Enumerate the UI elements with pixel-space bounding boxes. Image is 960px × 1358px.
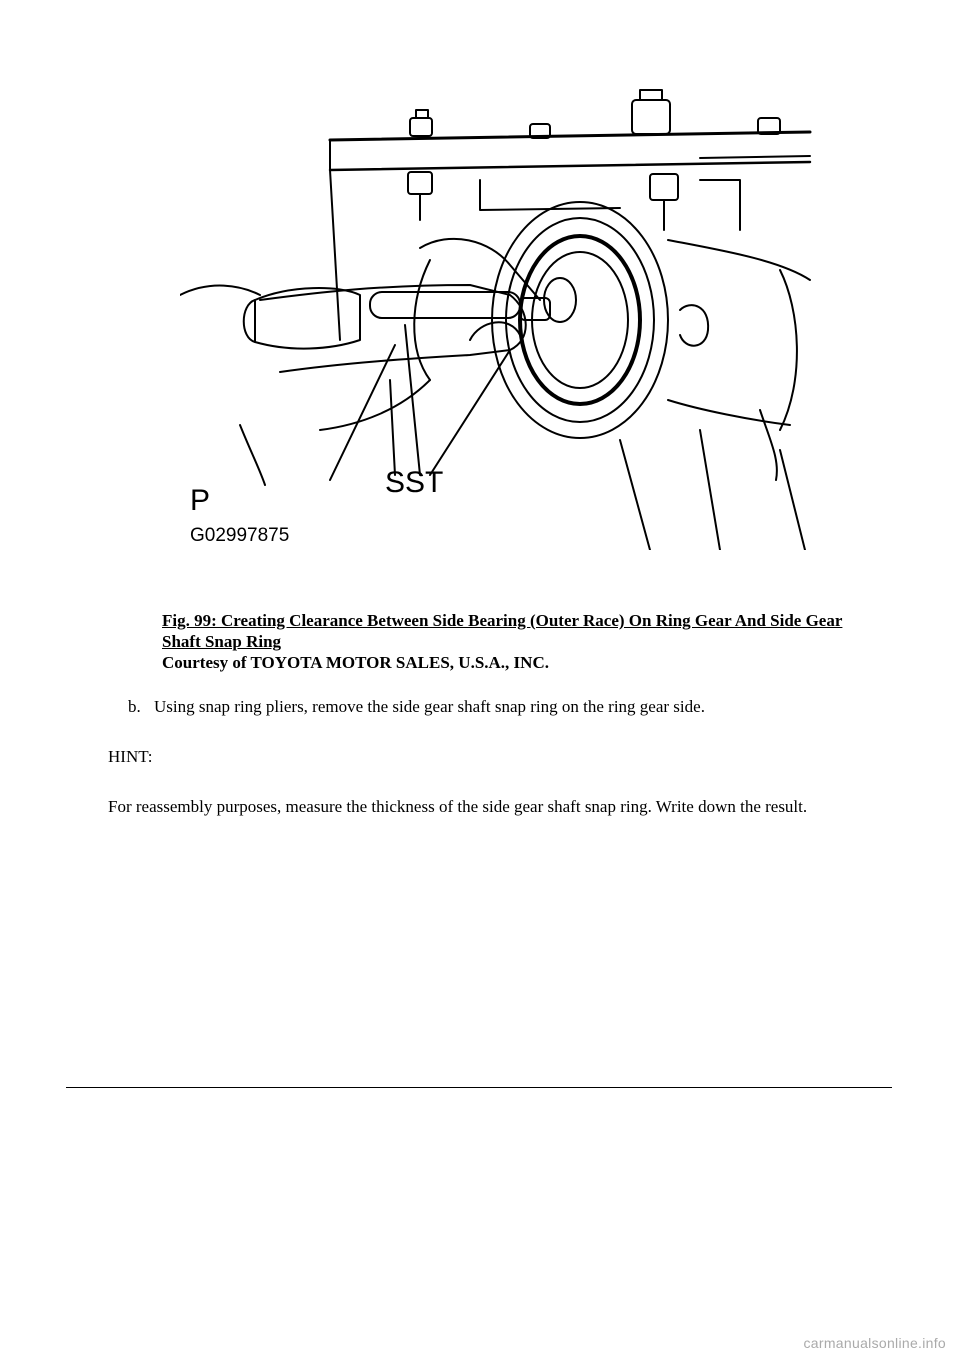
figure-caption [162,610,862,673]
figure-courtesy: Courtesy of TOYOTA MOTOR SALES, U.S.A., INC. [162,653,549,672]
watermark: carmanualsonline.info [803,1335,946,1351]
footer-divider [66,1087,892,1088]
hint-text: For reassembly purposes, measure the thickness of the side gear shaft snap ring. Write down the result. [108,797,808,816]
sst-label: SST [385,466,444,499]
view-label: P [190,484,211,517]
figure-title-link[interactable]: Fig. 99: Creating Clearance Between Side Bearing (Outer Race) On Ring Gear And Side Gear Shaft Snap Ring [162,611,843,651]
step-marker: b. [128,697,141,716]
figure-code: G02997875 [190,525,290,546]
figure-illustration [180,80,820,550]
differential-illustration [180,80,820,550]
step-text: Using snap ring pliers, remove the side gear shaft snap ring on the ring gear side. [154,697,705,716]
hint-label: HINT: [108,747,153,766]
procedure-step-b [128,696,888,717]
